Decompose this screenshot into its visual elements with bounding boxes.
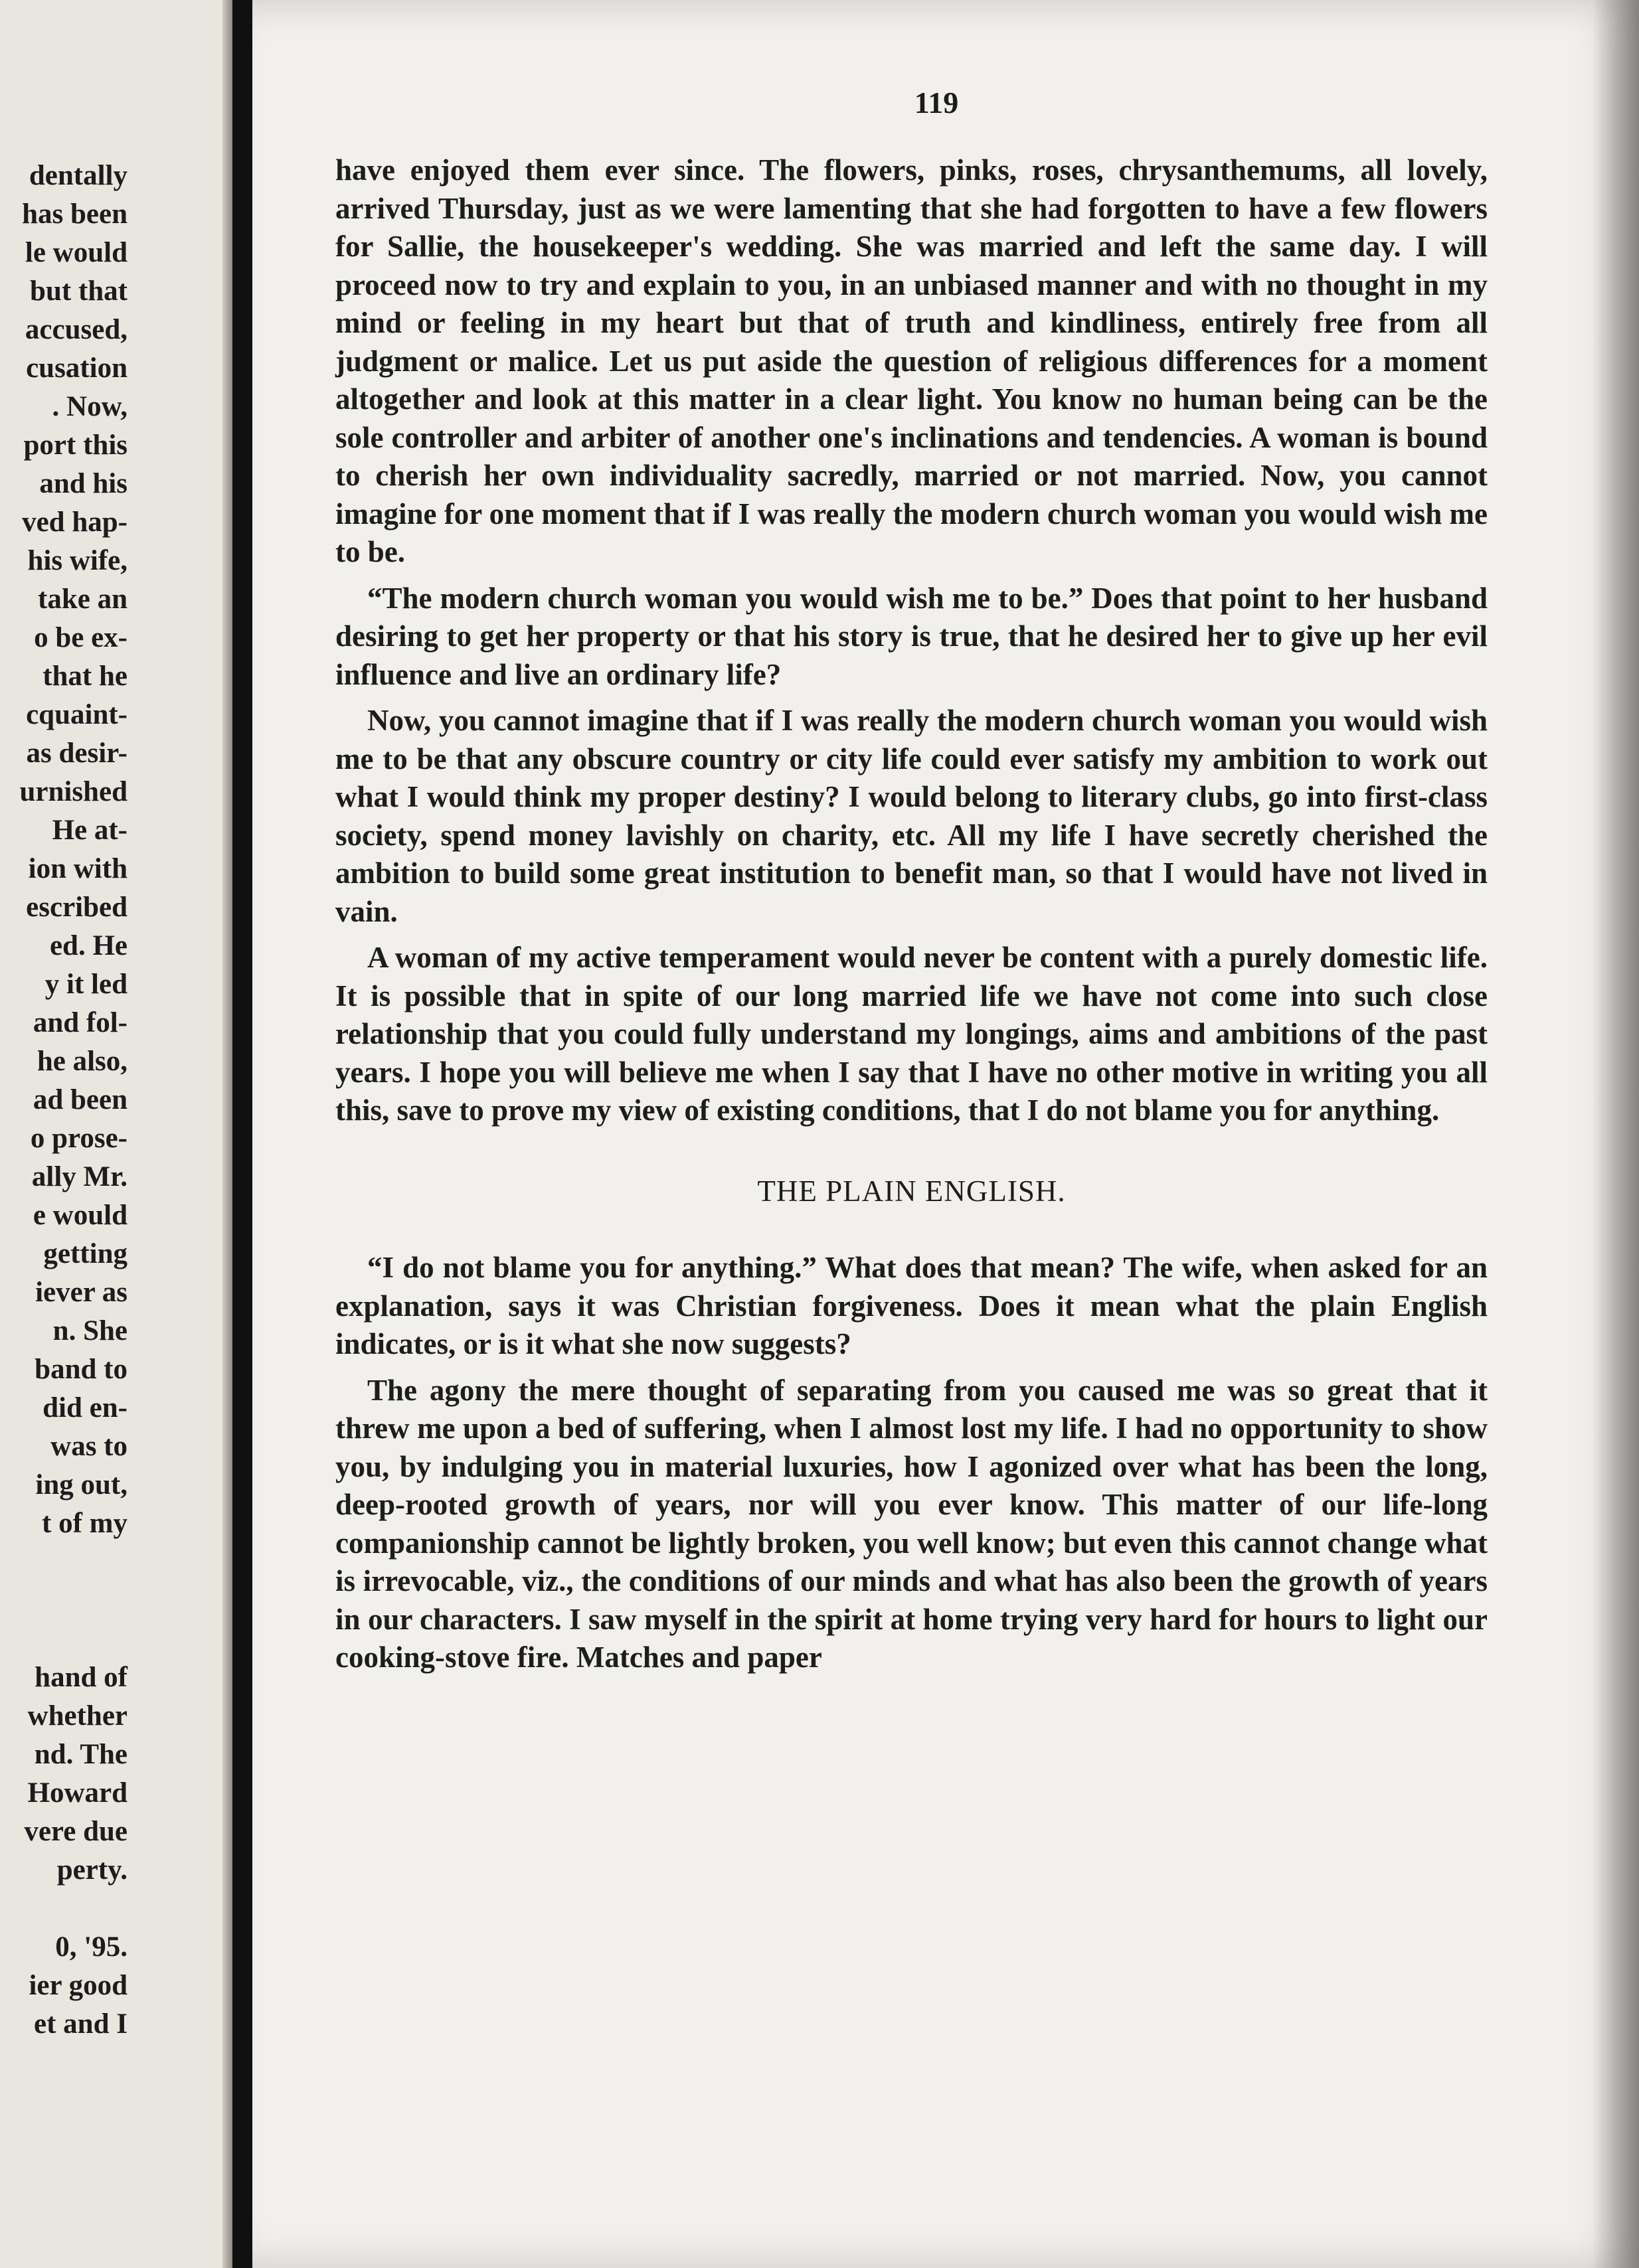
left-line: cusation	[26, 353, 128, 384]
left-line: getting	[43, 1238, 128, 1269]
left-line: e would	[33, 1200, 128, 1231]
left-line: y it led	[44, 969, 128, 1000]
paragraph: Now, you cannot imagine that if I was really the modern church woman you would wish me to be that any obscure country or city life could ever satisfy my ambition to work out what I would think my proper destiny? I would belong to literary clubs, go into first-class society, spend money lavishly on charity, etc. All my life I have secretly cherished the ambition to build some great institution to benefit man, so that I would have not lived in vain.	[335, 704, 1488, 928]
left-line: ved hap-	[22, 507, 128, 538]
left-line: as desir-	[26, 738, 128, 769]
left-gap	[0, 1543, 128, 1659]
left-line: ion with	[28, 853, 128, 884]
left-line: accused,	[25, 314, 128, 345]
left-line: le would	[25, 237, 128, 268]
left-line: urnished	[19, 776, 128, 807]
left-line: and fol-	[33, 1007, 128, 1038]
left-line: et and I	[34, 2008, 128, 2040]
page-divider	[232, 0, 252, 2268]
previous-page-fragment	[0, 0, 232, 2268]
paragraph: have enjoyed them ever since. The flowers, pinks, roses, chrysanthemums, all lovely, arrived Thursday, just as we were lamenting that she had forgotten to have a few flowers for Sallie, the housekeeper's wedding. She was married and left the same day. I will proceed now to try and explain to you, in an unbiased manner and with no thought in my mind or feeling in my heart but that of truth and kindliness, entirely free from all judgment or malice. Let us put aside the question of religious differences for a moment altogether and look at this matter in a clear light. You know no human being can be the sole controller and arbiter of another one's inclinations and tendencies. A woman is bound to cherish her own individuality sacredly, married or not married. Now, you cannot imagine for one moment that if I was really the modern church woman you would wish me to be.	[335, 153, 1488, 568]
left-line: 0, '95.	[55, 1931, 128, 1963]
left-line: take an	[38, 584, 128, 615]
left-line: t of my	[42, 1508, 128, 1539]
left-line: escribed	[26, 892, 128, 923]
left-line: band to	[35, 1354, 128, 1385]
left-line: and his	[39, 468, 128, 499]
left-gap	[0, 1890, 128, 1928]
left-line: o be ex-	[34, 622, 128, 653]
paragraph: A woman of my active temperament would never be content with a purely domestic life. It is possible that in spite of our long married life we have not come into such close relationship that you could fully understand my longings, aims and ambitions of the past years. I hope you will believe me when I say that I have no other motive in writing you all this, save to prove my view of existing conditions, that I do not blame you for anything.	[335, 941, 1488, 1127]
body-text	[335, 151, 1488, 1685]
left-line: cquaint-	[26, 699, 128, 730]
left-line: hand of	[35, 1662, 128, 1693]
paragraph: The agony the mere thought of separating from you caused me was so great that it threw me upon a bed of suffering, when I almost lost my life. I had no opportunity to show you, by indulging you in material luxuries, how I agonized over what has been the long, deep-rooted growth of years, nor will you ever know. This matter of our life-long companionship cannot be lightly broken, you well know; but even this cannot change what is irrevocable, viz., the conditions of our minds and what has also been the growth of years in our characters. I saw myself in the spirit at home trying very hard for hours to light our cooking-stove fire. Matches and paper	[335, 1373, 1488, 1674]
left-line: that he	[43, 661, 128, 692]
left-line: ed. He	[49, 930, 128, 961]
previous-page-text	[0, 157, 128, 2044]
left-line: He at-	[52, 815, 128, 846]
left-line: Howard	[27, 1777, 128, 1809]
left-line: port this	[23, 430, 128, 461]
left-line: dentally	[29, 160, 128, 191]
left-line: ally Mr.	[31, 1161, 128, 1192]
left-line: perty.	[56, 1854, 128, 1886]
left-line: . Now,	[52, 391, 128, 422]
left-line: n. She	[52, 1315, 128, 1346]
page-edge-shadow	[1593, 0, 1639, 2268]
left-line: he also,	[37, 1046, 128, 1077]
left-line: nd. The	[34, 1739, 128, 1770]
current-page	[252, 0, 1639, 2268]
left-line: iever as	[35, 1277, 128, 1308]
paragraph: “The modern church woman you would wish me to be.” Does that point to her husband desiring to get her property or that his story is true, that he desired her to give up her evil influence and live an ordinary life?	[335, 581, 1488, 691]
section-heading: THE PLAIN ENGLISH.	[757, 1174, 1066, 1208]
left-line: ier good	[29, 1970, 128, 2001]
left-line: was to	[50, 1431, 128, 1462]
paragraph: “I do not blame you for anything.” What does that mean? The wife, when asked for an explanation, says it was Christian forgiveness. Does it mean what the plain English indicates, or is it what she now suggests?	[335, 1251, 1488, 1360]
left-line: his wife,	[27, 545, 128, 576]
left-line: ad been	[33, 1084, 128, 1115]
left-line: did en-	[43, 1392, 128, 1423]
left-line: o prose-	[30, 1123, 128, 1154]
left-line: has been	[22, 199, 128, 230]
left-line: but that	[30, 276, 128, 307]
left-line: vere due	[24, 1816, 128, 1847]
left-line: whether	[27, 1700, 128, 1732]
page-gutter	[222, 0, 232, 2268]
page-number: 119	[914, 86, 959, 120]
left-line: ing out,	[35, 1469, 128, 1500]
